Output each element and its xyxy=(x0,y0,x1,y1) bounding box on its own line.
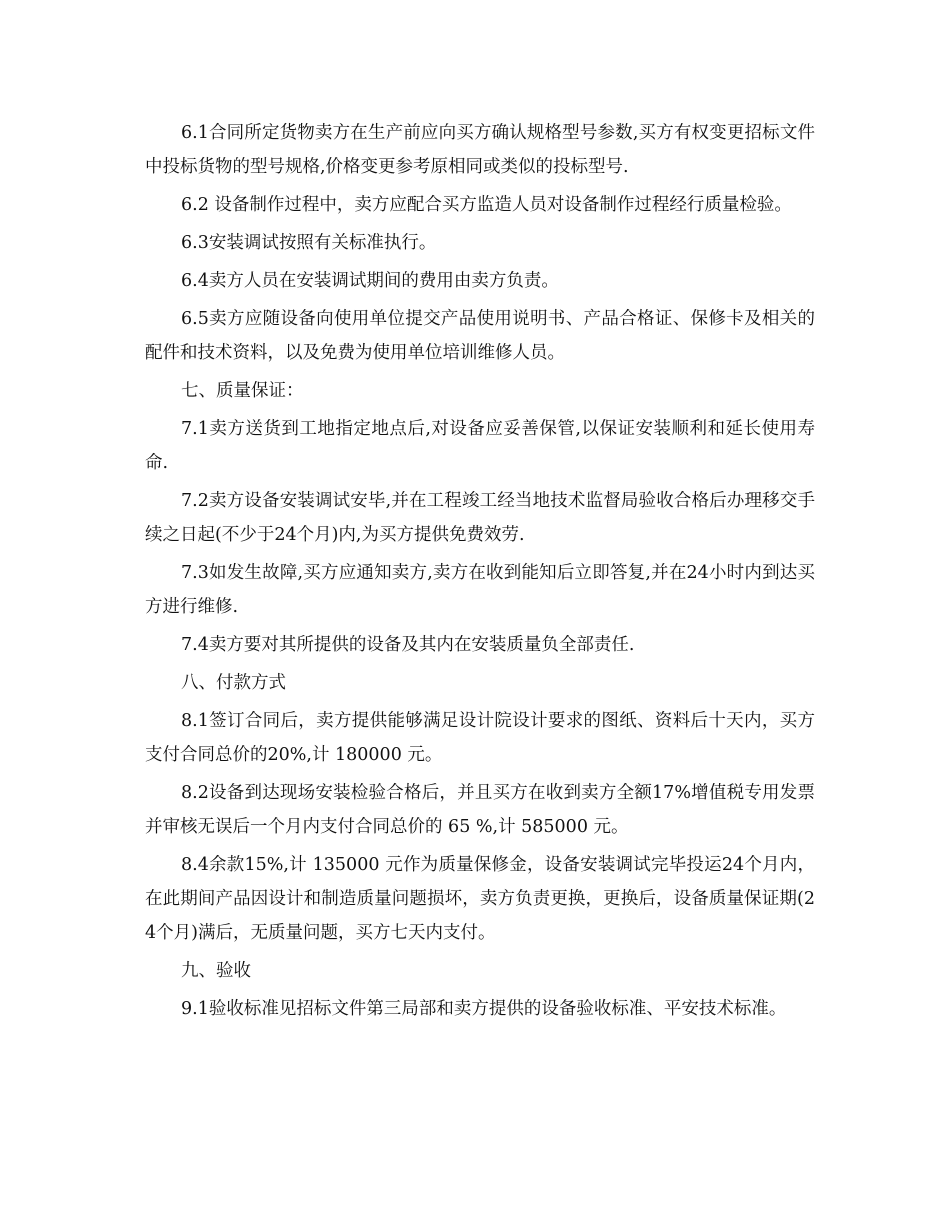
paragraph-6-4: 6.4卖方人员在安装调试期间的费用由卖方负责。 xyxy=(181,271,559,291)
paragraph-7-3: 7.3如发生故障,买方应通知卖方,卖方在收到能知后立即答复,并在24小时内到达买方进行维修. xyxy=(145,563,815,617)
paragraph-8-1: 8.1签订合同后，卖方提供能够满足设计院设计要求的图纸、资料后十天内，买方支付合同总价的20%,计 180000 元。 xyxy=(145,711,815,765)
paragraph-7-4: 7.4卖方要对其所提供的设备及其内在安装质量负全部责任. xyxy=(181,635,635,655)
paragraph-7-1: 7.1卖方送货到工地指定地点后,对设备应妥善保管,以保证安装顺利和延长使用寿命. xyxy=(145,419,815,473)
paragraph-6-3: 6.3安装调试按照有关标准执行。 xyxy=(181,233,437,253)
paragraph-6-1: 6.1合同所定货物卖方在生产前应向买方确认规格型号参数,买方有权变更招标文件中投标货物的型号规格,价格变更参考原相同或类似的投标型号. xyxy=(145,123,815,177)
paragraph-8-4: 8.4余款15%,计 135000 元作为质量保修金，设备安装调试完毕投运24个月内，在此期间产品因设计和制造质量问题损坏，卖方负责更换，更换后，设备质量保证期(24个月)满后，无质量问题，买方七天内支付。 xyxy=(145,855,815,943)
paragraph-6-2: 6.2 设备制作过程中，卖方应配合买方监造人员对设备制作过程经行质量检验。 xyxy=(181,195,792,215)
paragraph-9-1: 9.1验收标准见招标文件第三局部和卖方提供的设备验收标准、平安技术标准。 xyxy=(181,999,787,1019)
section-heading-acceptance: 九、验收 xyxy=(181,961,251,981)
paragraph-6-5: 6.5卖方应随设备向使用单位提交产品使用说明书、产品合格证、保修卡及相关的配件和技术资料，以及免费为使用单位培训维修人员。 xyxy=(145,309,815,363)
section-heading-quality-guarantee: 七、质量保证： xyxy=(181,381,304,401)
paragraph-7-2: 7.2卖方设备安装调试安毕,并在工程竣工经当地技术监督局验收合格后办理移交手续之日起(不少于24个月)内,为买方提供免费效劳. xyxy=(145,491,815,545)
section-heading-payment-method: 八、付款方式 xyxy=(181,673,286,693)
document-body xyxy=(145,116,815,1030)
paragraph-8-2: 8.2设备到达现场安装检验合格后，并且买方在收到卖方全额17%增值税专用发票并审核无误后一个月内支付合同总价的 65 %,计 585000 元。 xyxy=(145,783,815,837)
